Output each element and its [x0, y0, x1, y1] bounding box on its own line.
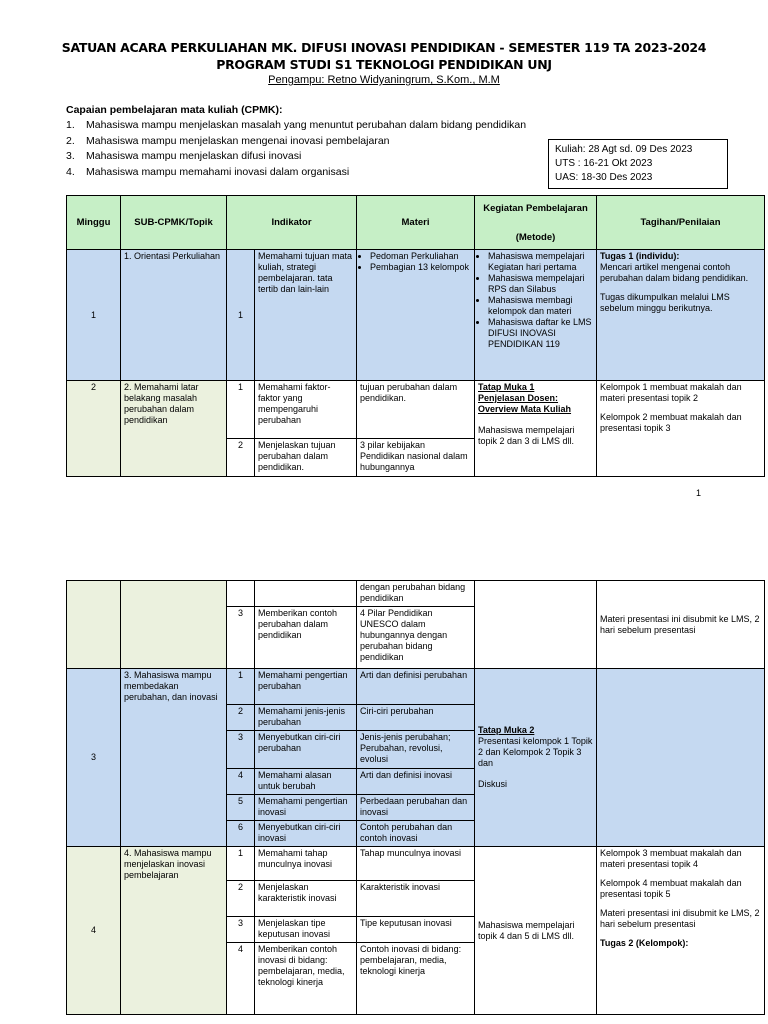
- cpmk-item: 1. Mahasiswa mampu menjelaskan masalah yang menuntut perubahan dalam bidang pendidikan: [66, 119, 527, 131]
- schedule-kuliah: Kuliah: 28 Agt sd. 09 Des 2023: [555, 144, 693, 155]
- materi-cell: Ciri-ciri perubahan: [357, 705, 475, 731]
- indicator-number: 6: [227, 821, 255, 847]
- kegiatan-cell: • Mahasiswa mempelajari Kegiatan hari pertama • Mahasiswa mempelajari RPS dan Silabus • Mahasiswa membagi kelompok dan materi • Mahasiswa daftar ke LMS DIFUSI INOVASI PENDIDIKAN 119: [475, 250, 597, 381]
- indicator-cell: Menjelaskan tipe keputusan inovasi: [255, 917, 357, 943]
- indicator-number: 1: [227, 381, 255, 439]
- header-tagihan: Tagihan/Penilaian: [597, 196, 765, 250]
- rps-table-page1: [66, 195, 765, 477]
- indicator-number: 2: [227, 705, 255, 731]
- materi-cell: tujuan perubahan dalam pendidikan.: [357, 381, 475, 439]
- indicator-cell: Memahami faktor-faktor yang mempengaruhi perubahan: [255, 381, 357, 439]
- cpmk-item: 2. Mahasiswa mampu menjelaskan mengenai inovasi pembelajaran: [66, 134, 390, 147]
- indicator-number: 5: [227, 795, 255, 821]
- kegiatan-cell: Tatap Muka 1 Penjelasan Dosen: Overview Mata Kuliah Mahasiswa mempelajari topik 2 dan 3 di LMS dll.: [475, 381, 597, 477]
- indicator-number: 3: [227, 607, 255, 669]
- indicator-number: 3: [227, 731, 255, 769]
- indicator-cell: Memberikan contoh perubahan dalam pendidikan: [255, 607, 357, 669]
- indicator-cell: Menjelaskan karakteristik inovasi: [255, 881, 357, 917]
- schedule-uts: UTS : 16-21 Okt 2023: [555, 158, 653, 169]
- topic-cell: 1. Orientasi Perkuliahan: [121, 250, 227, 381]
- topic-cell: 3. Mahasiswa mampu membedakan perubahan, dan inovasi: [121, 669, 227, 847]
- kegiatan-cell: Mahasiswa mempelajari topik 4 dan 5 di LMS dll.: [475, 847, 597, 1015]
- indicator-cell: Memahami pengertian inovasi: [255, 795, 357, 821]
- cpmk-heading: Capaian pembelajaran mata kuliah (CPMK):: [66, 104, 283, 116]
- header-kegiatan: Kegiatan Pembelajaran (Metode): [475, 196, 597, 250]
- header-topik: SUB-CPMK/Topik: [121, 196, 227, 250]
- indicator-cell: Memahami pengertian perubahan: [255, 669, 357, 705]
- schedule-uas: UAS: 18-30 Des 2023: [555, 172, 653, 183]
- indicator-cell: Memahami tahap munculnya inovasi: [255, 847, 357, 881]
- table-row-week4: [67, 847, 765, 881]
- tagihan-cell: Kelompok 3 membuat makalah dan materi presentasi topik 4 Kelompok 4 membuat makalah dan presentasi topik 5 Materi presentasi ini disubmit ke LMS, 2 hari sebelum presentasi Tugas 2 (Kelompok):: [597, 847, 765, 1015]
- tagihan-cell-empty: [597, 669, 765, 847]
- table-row-week2-a: [67, 381, 765, 439]
- program-title: PROGRAM STUDI S1 TEKNOLOGI PENDIDIKAN UNJ: [216, 57, 552, 72]
- rps-table-page2: [66, 580, 765, 1015]
- week-number: 3: [67, 669, 121, 847]
- document-title: SATUAN ACARA PERKULIAHAN MK. DIFUSI INOVASI PENDIDIKAN - SEMESTER 119 TA 2023-2024: [61, 40, 707, 55]
- topic-cell: 4. Mahasiswa mampu menjelaskan inovasi pembelajaran: [121, 847, 227, 1015]
- indicator-cell: Menyebutkan ciri-ciri perubahan: [255, 731, 357, 769]
- tagihan-cell: Materi presentasi ini disubmit ke LMS, 2 hari sebelum presentasi: [597, 581, 765, 669]
- header-minggu: Minggu: [67, 196, 121, 250]
- materi-cell: Karakteristik inovasi: [357, 881, 475, 917]
- indicator-cell: Menjelaskan tujuan perubahan dalam pendidikan.: [255, 439, 357, 477]
- indicator-number: 3: [227, 917, 255, 943]
- indicator-cell: Memahami alasan untuk berubah: [255, 769, 357, 795]
- materi-cell: Arti dan definisi perubahan: [357, 669, 475, 705]
- week-number: 1: [67, 250, 121, 381]
- header-materi: Materi: [357, 196, 475, 250]
- indicator-number-empty: [227, 581, 255, 607]
- indicator-number: 1: [227, 669, 255, 705]
- materi-cell: Contoh inovasi di bidang: pembelajaran, media, teknologi kinerja: [357, 943, 475, 1015]
- table-row-week2-cont: [67, 581, 765, 607]
- materi-cell: 3 pilar kebijakan Pendidikan nasional dalam hubungannya: [357, 439, 475, 477]
- week-number: 2: [67, 381, 121, 477]
- cpmk-item: 4. Mahasiswa mampu memahami inovasi dalam organisasi: [66, 165, 350, 178]
- tagihan-cell: Kelompok 1 membuat makalah dan materi presentasi topik 2 Kelompok 2 membuat makalah dan presentasi topik 3: [597, 381, 765, 477]
- indicator-number: 4: [227, 769, 255, 795]
- indicator-number: 2: [227, 439, 255, 477]
- kegiatan-cell: Tatap Muka 2 Presentasi kelompok 1 Topik 2 dan Kelompok 2 Topik 3 dan Diskusi: [475, 669, 597, 847]
- materi-cell: • Pedoman Perkuliahan • Pembagian 13 kelompok: [357, 250, 475, 381]
- kegiatan-cell-empty: [475, 581, 597, 669]
- lecturer-name: Pengampu: Retno Widyaningrum, S.Kom., M.M: [268, 74, 500, 86]
- materi-cell: dengan perubahan bidang pendidikan: [357, 581, 475, 607]
- indicator-number: 4: [227, 943, 255, 1015]
- materi-cell: Jenis-jenis perubahan; Perubahan, revolusi, evolusi: [357, 731, 475, 769]
- page-number: 1: [696, 488, 702, 498]
- materi-cell: Perbedaan perubahan dan inovasi: [357, 795, 475, 821]
- header-indikator: Indikator: [227, 196, 357, 250]
- materi-cell: Arti dan definisi inovasi: [357, 769, 475, 795]
- indicator-cell-empty: [255, 581, 357, 607]
- table-row-week1: [67, 250, 765, 381]
- topic-cell-empty: [121, 581, 227, 669]
- schedule-box: [548, 139, 728, 189]
- indicator-number: 1: [227, 847, 255, 881]
- indicator-cell: Memahami tujuan mata kuliah, strategi pembelajaran. tata tertib dan lain-lain: [255, 250, 357, 381]
- week-number: 4: [67, 847, 121, 1015]
- table-row-week3: [67, 669, 765, 705]
- topic-cell: 2. Memahami latar belakang masalah perubahan dalam pendidikan: [121, 381, 227, 477]
- indicator-number: 2: [227, 881, 255, 917]
- indicator-cell: Memberikan contoh inovasi di bidang: pembelajaran, media, teknologi kinerja: [255, 943, 357, 1015]
- cpmk-list: [66, 118, 526, 180]
- cpmk-item: 3. Mahasiswa mampu menjelaskan difusi inovasi: [66, 150, 302, 162]
- week-number-empty: [67, 581, 121, 669]
- tagihan-cell: Tugas 1 (individu): Mencari artikel mengenai contoh perubahan dalam bidang pendidikan. Tugas dikumpulkan melalui LMS sebelum minggu berikutnya.: [597, 250, 765, 381]
- indicator-cell: Menyebutkan ciri-ciri inovasi: [255, 821, 357, 847]
- indicator-cell: Memahami jenis-jenis perubahan: [255, 705, 357, 731]
- materi-cell: Tipe keputusan inovasi: [357, 917, 475, 943]
- indicator-number: 1: [227, 250, 255, 381]
- materi-cell: Tahap munculnya inovasi: [357, 847, 475, 881]
- materi-cell: Contoh perubahan dan contoh inovasi: [357, 821, 475, 847]
- materi-cell: 4 Pilar Pendidikan UNESCO dalam hubungannya dengan perubahan bidang pendidikan: [357, 607, 475, 669]
